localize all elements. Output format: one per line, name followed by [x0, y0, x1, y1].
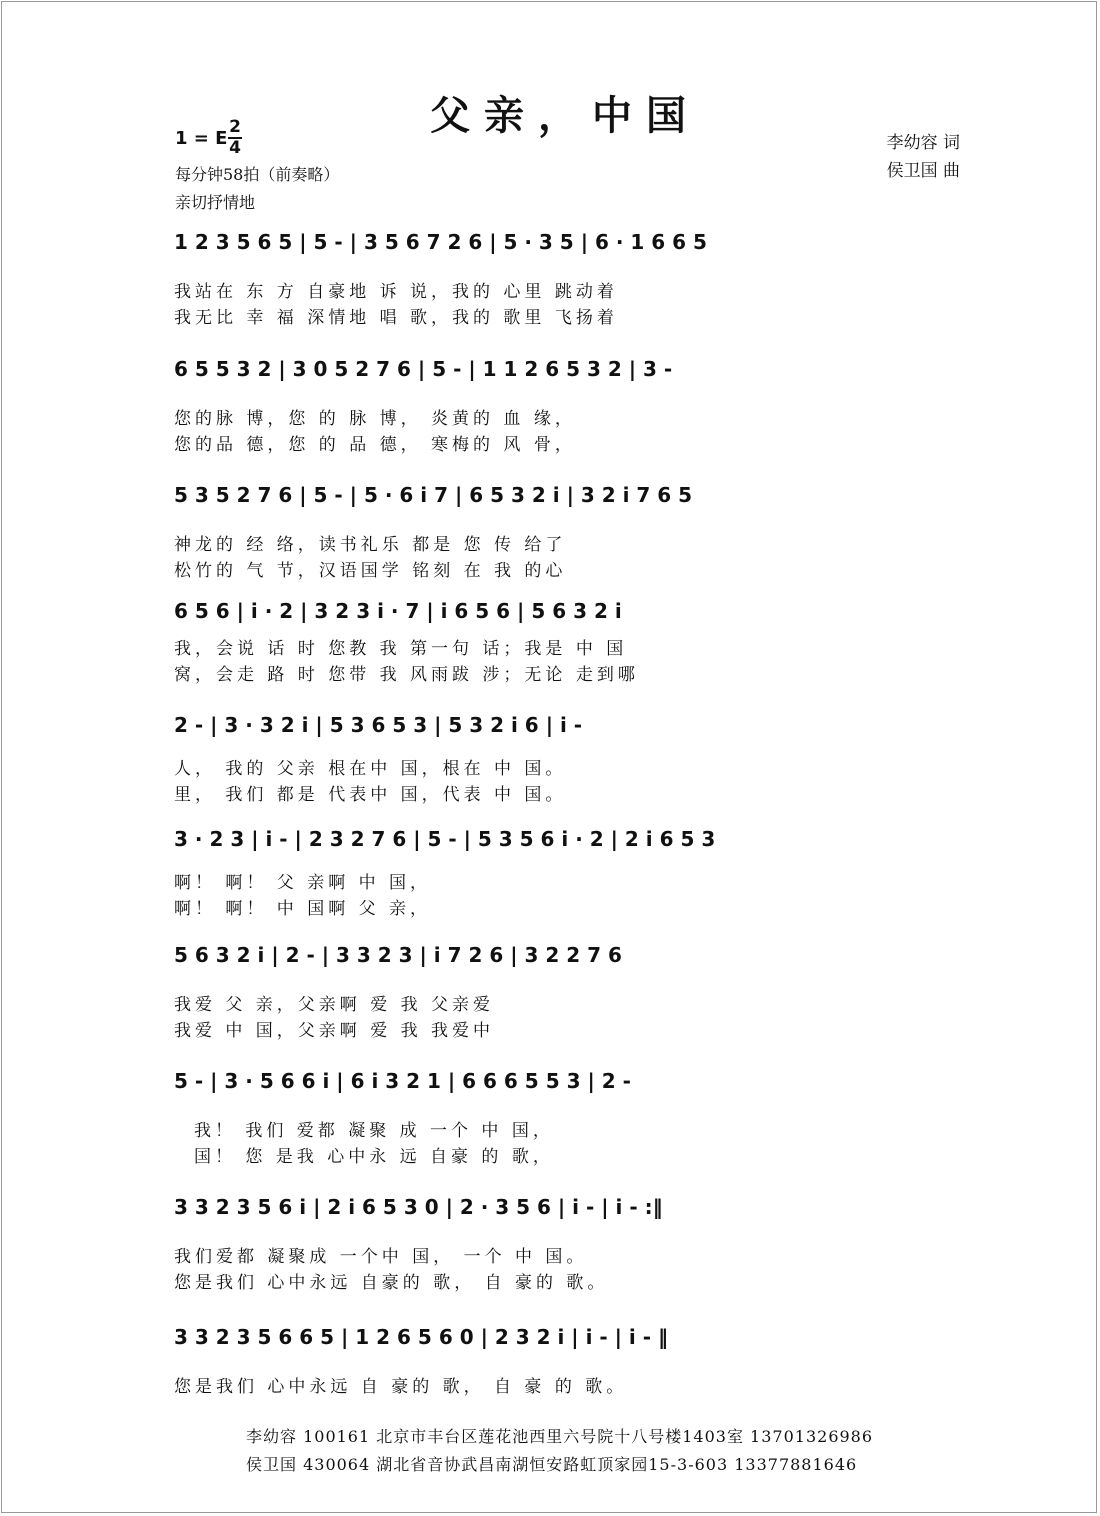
- footer-lyricist-contact: 李幼容 100161 北京市丰台区莲花池西里六号院十八号楼1403室 13701326986: [246, 1427, 874, 1446]
- lyric-verse-2: 我爱 中 国，父亲啊 爱 我 我爱中: [174, 1021, 495, 1041]
- notation-line: 6 5 6 | i · 2 | 3 2 3 i · 7 | i 6 5 6 | 5 6 3 2 i: [174, 599, 622, 623]
- lyric-verse-1: 人， 我的 父亲 根在中 国，根在 中 国。: [174, 759, 567, 779]
- notation-line: 5 - | 3 · 5 6 6 i | 6 i 3 2 1 | 6 6 6 5 5 3 | 2 -: [174, 1069, 631, 1093]
- lyric-verse-2: 窝，会走 路 时 您带 我 风雨跋 涉；无论 走到哪: [174, 665, 639, 685]
- key-signature: 1 = E: [175, 128, 228, 149]
- footer-composer-contact: 侯卫国 430064 湖北省音协武昌南湖恒安路虹顶家园15-3-603 13377881646: [246, 1455, 858, 1474]
- lyric-verse-1: 我！ 我们 爱都 凝聚 成 一个 中 国，: [194, 1121, 554, 1141]
- lyric-verse-1: 神龙的 经 络，读书礼乐 都是 您 传 给了: [174, 535, 567, 555]
- notation-line: 5 3 5 2 7 6 | 5 - | 5 · 6 i 7 | 6 5 3 2 i | 3 2 i 7 6 5: [174, 483, 693, 507]
- lyricist-credit: 李幼容 词: [886, 133, 960, 153]
- time-signature: 2 4: [229, 117, 241, 158]
- notation-line: 3 · 2 3 | i - | 2 3 2 7 6 | 5 - | 5 3 5 6 i · 2 | 2 i 6 5 3: [174, 827, 716, 851]
- lyric-verse-1: 我爱 父 亲，父亲啊 爱 我 父亲爱: [174, 995, 495, 1015]
- lyric-verse-1: 我，会说 话 时 您教 我 第一句 话；我是 中 国: [174, 639, 628, 659]
- notation-line: 3 3 2 3 5 6 i | 2 i 6 5 3 0 | 2 · 3 5 6 | i - | i - :‖: [174, 1195, 663, 1219]
- lyric-verse-1: 您的脉 博，您 的 脉 博， 炎黄的 血 缘，: [174, 409, 576, 429]
- song-title: 父亲，中国: [430, 92, 700, 139]
- lyric-verse-2: 您的品 德，您 的 品 德， 寒梅的 风 骨，: [174, 435, 576, 455]
- lyric-verse-1: 您是我们 心中永远 自 豪的 歌， 自 豪 的 歌。: [174, 1377, 628, 1397]
- lyric-verse-2: 里， 我们 都是 代表中 国，代表 中 国。: [174, 785, 567, 805]
- lyric-verse-1: 我站在 东 方 自豪地 诉 说，我的 心里 跳动着: [174, 282, 618, 302]
- expression-marking: 亲切抒情地: [175, 193, 256, 212]
- lyric-verse-2: 啊！ 啊！ 中 国啊 父 亲，: [174, 899, 432, 919]
- lyric-verse-2: 我无比 幸 福 深情地 唱 歌，我的 歌里 飞扬着: [174, 308, 618, 328]
- notation-line: 2 - | 3 · 3 2 i | 5 3 6 5 3 | 5 3 2 i 6 | i -: [174, 713, 583, 737]
- composer-credit: 侯卫国 曲: [886, 161, 960, 181]
- lyric-verse-2: 松竹的 气 节，汉语国学 铭刻 在 我 的心: [174, 561, 567, 581]
- notation-line: 6 5 5 3 2 | 3 0 5 2 7 6 | 5 - | 1 1 2 6 5 3 2 | 3 -: [174, 357, 673, 381]
- lyric-verse-2: 您是我们 心中永远 自豪的 歌， 自 豪的 歌。: [174, 1273, 609, 1293]
- lyric-verse-1: 啊！ 啊！ 父 亲啊 中 国，: [174, 873, 432, 893]
- tempo-marking: 每分钟58拍（前奏略）: [175, 165, 340, 184]
- notation-line: 3 3 2 3 5 6 6 5 | 1 2 6 5 6 0 | 2 3 2 i | i - | i - ‖: [174, 1325, 668, 1349]
- lyric-verse-1: 我们爱都 凝聚成 一个中 国， 一个 中 国。: [174, 1247, 588, 1267]
- lyric-verse-2: 国！ 您 是我 心中永 远 自豪 的 歌，: [194, 1147, 554, 1167]
- notation-line: 5 6 3 2 i | 2 - | 3 3 2 3 | i 7 2 6 | 3 2 2 7 6: [174, 943, 622, 967]
- notation-line: 1 2 3 5 6 5 | 5 - | 3 5 6 7 2 6 | 5 · 3 5 | 6 · 1 6 6 5: [174, 230, 707, 254]
